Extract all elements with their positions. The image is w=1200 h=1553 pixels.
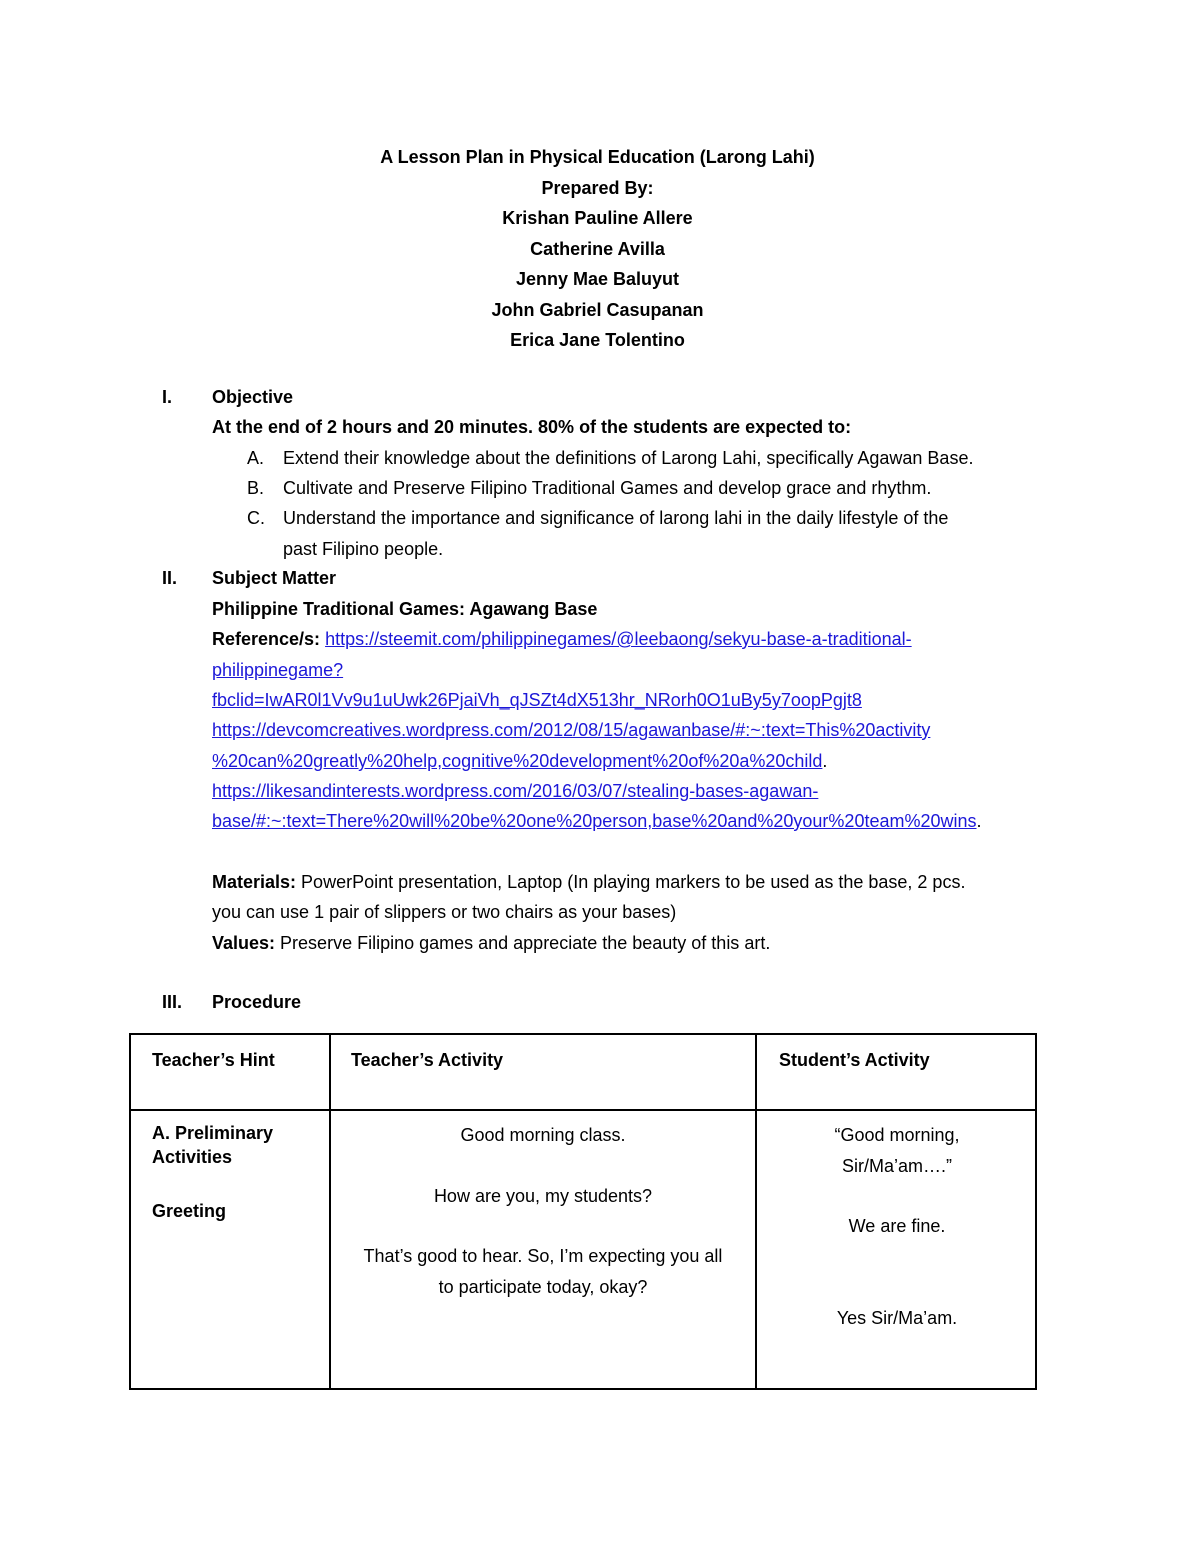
- reference-link[interactable]: fbclid=IwAR0l1Vv9u1uUwk26PjaiVh_qJSZt4dX513hr_NRorh0O1uBy5y7oopPgjt8: [212, 690, 862, 710]
- objective-item: Understand the importance and significance of larong lahi in the daily lifestyle of the: [283, 508, 949, 528]
- reference-line: [212, 746, 827, 776]
- reference-link[interactable]: https://devcomcreatives.wordpress.com/2012/08/15/agawanbase/#:~:text=This%20activity: [212, 720, 931, 740]
- author-name: Erica Jane Tolentino: [510, 330, 685, 350]
- section-numeral: II.: [162, 568, 178, 588]
- hint-line: Activities: [152, 1147, 233, 1167]
- materials-text: PowerPoint presentation, Laptop (In playing markers to be used as the base, 2 pcs.: [296, 872, 966, 892]
- section-heading: Subject Matter: [212, 568, 337, 588]
- materials-continuation: you can use 1 pair of slippers or two chairs as your bases): [212, 902, 677, 922]
- student-line: Sir/Ma’am….”: [841, 1155, 952, 1176]
- section-heading: Procedure: [212, 992, 302, 1012]
- teacher-line: That’s good to hear. So, I’m expecting you all: [363, 1246, 723, 1266]
- section-heading: Objective: [212, 387, 294, 407]
- values-line: [212, 928, 770, 958]
- reference-period: .: [976, 811, 982, 831]
- section-numeral: I.: [162, 387, 173, 407]
- objective-intro: At the end of 2 hours and 20 minutes. 80% of the students are expected to:: [212, 417, 852, 437]
- prepared-by-label: Prepared By:: [541, 177, 654, 198]
- hint-line: A. Preliminary: [152, 1123, 274, 1143]
- reference-link[interactable]: https://likesandinterests.wordpress.com/2016/03/07/stealing-bases-agawan-: [212, 781, 819, 801]
- objective-item: Extend their knowledge about the definitions of Larong Lahi, specifically Agawan Base.: [283, 448, 974, 468]
- document-title: A Lesson Plan in Physical Education (Larong Lahi): [380, 147, 815, 167]
- table-header-students-activity: Student’s Activity: [779, 1050, 930, 1070]
- student-line: “Good morning,: [834, 1125, 960, 1145]
- author-name: Catherine Avilla: [530, 238, 665, 259]
- table-row-divider: [131, 1109, 1035, 1111]
- author-name: Jenny Mae Baluyut: [515, 269, 680, 289]
- author-name: John Gabriel Casupanan: [491, 299, 704, 320]
- student-line: Yes Sir/Ma’am.: [836, 1307, 958, 1328]
- teacher-line: to participate today, okay?: [438, 1276, 648, 1297]
- reference-link[interactable]: philippinegame?: [212, 660, 344, 680]
- author-name: Krishan Pauline Allere: [502, 208, 693, 228]
- section-numeral: III.: [162, 992, 183, 1012]
- objective-item-continuation: past Filipino people.: [283, 539, 444, 559]
- table-cell-hint: [152, 1121, 273, 1223]
- title-block: [0, 142, 1195, 356]
- list-letter: A.: [247, 448, 265, 468]
- reference-line: [212, 624, 912, 654]
- materials-label: Materials:: [212, 872, 297, 892]
- table-header-teachers-hint: Teacher’s Hint: [152, 1050, 275, 1070]
- reference-line: [212, 806, 982, 836]
- procedure-table: [129, 1033, 1037, 1390]
- reference-label: Reference/s:: [212, 629, 326, 649]
- teacher-line: How are you, my students?: [433, 1185, 653, 1206]
- list-letter: B.: [247, 478, 265, 498]
- subject-topic: Philippine Traditional Games: Agawang Base: [212, 599, 598, 619]
- objective-item: Cultivate and Preserve Filipino Traditional Games and develop grace and rhythm.: [283, 478, 932, 498]
- reference-link[interactable]: https://steemit.com/philippinegames/@leebaong/sekyu-base-a-traditional-: [325, 629, 912, 649]
- student-line: We are fine.: [848, 1216, 946, 1236]
- teacher-line: Good morning class.: [460, 1125, 626, 1145]
- reference-link[interactable]: base/#:~:text=There%20will%20be%20one%20person,base%20and%20your%20team%20wins: [212, 811, 977, 831]
- reference-link[interactable]: %20can%20greatly%20help,cognitive%20development%20of%20a%20child: [212, 751, 823, 771]
- values-text: Preserve Filipino games and appreciate the beauty of this art.: [275, 933, 771, 953]
- materials-line: [212, 867, 965, 897]
- table-cell-teacher-activity: [331, 1120, 755, 1302]
- values-label: Values:: [212, 933, 276, 953]
- hint-line: Greeting: [152, 1201, 227, 1221]
- list-letter: C.: [247, 508, 265, 528]
- table-header-teachers-activity: Teacher’s Activity: [351, 1050, 504, 1070]
- reference-period: .: [822, 751, 828, 771]
- table-cell-student-activity: [757, 1120, 1037, 1333]
